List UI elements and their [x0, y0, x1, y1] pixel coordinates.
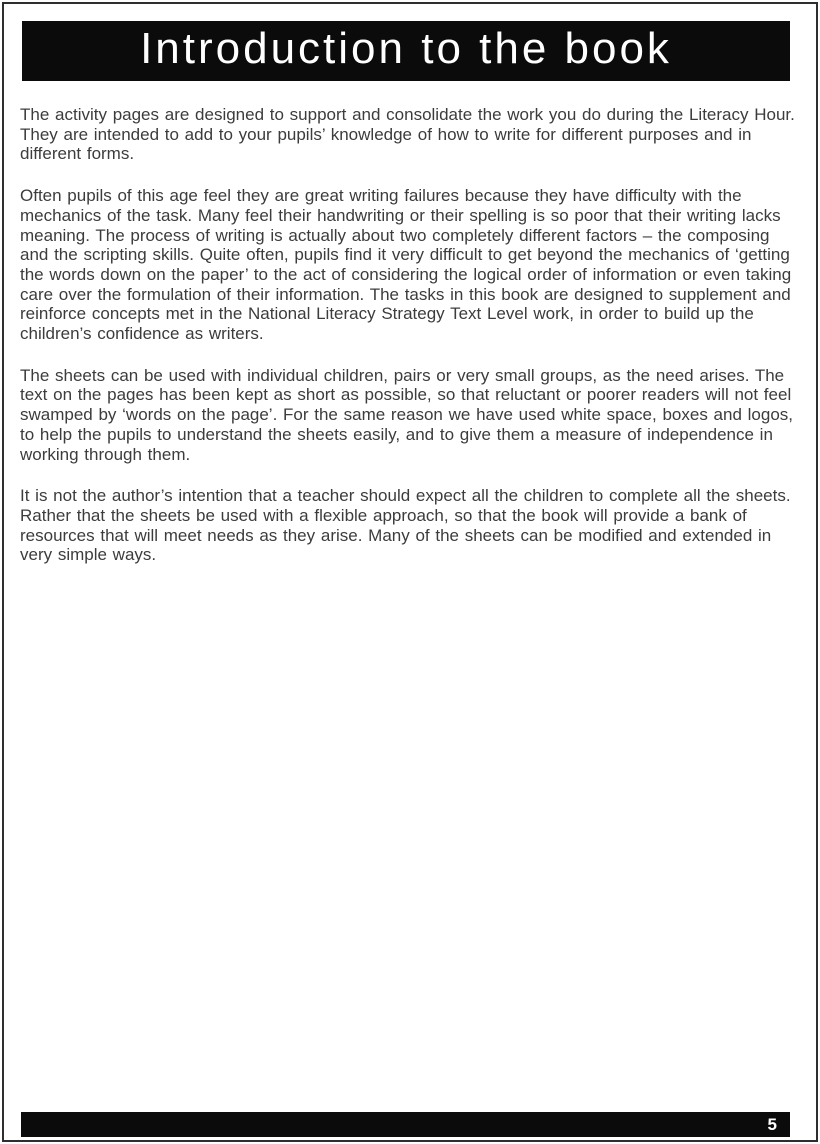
page-border-frame	[2, 2, 818, 1142]
title-banner	[22, 21, 790, 81]
body-text	[20, 105, 796, 587]
page-number: 5	[767, 1115, 777, 1134]
paragraph-1: The activity pages are designed to support and consolidate the work you do during the Literacy Hour. They are intended to add to your pupils’ knowledge of how to write for different purposes and in different forms.	[20, 105, 795, 164]
paragraph-3: The sheets can be used with individual children, pairs or very small groups, as the need arises. The text on the pages has been kept as short as possible, so that reluctant or poorer readers will not feel swamped by ‘words on the page’. For the same reason we have used white space, boxes and logos, to help the pupils to understand the sheets easily, and to give them a measure of independence in working through them.	[20, 365, 793, 464]
paragraph-4: It is not the author’s intention that a teacher should expect all the children to complete all the sheets. Rather that the sheets be used with a flexible approach, so that the book will provide a bank of resources that will meet needs as they arise. Many of the sheets can be modified and extended in very simple ways.	[20, 486, 791, 565]
page-title: Introduction to the book	[140, 24, 672, 73]
footer-bar	[21, 1112, 790, 1137]
paragraph-2: Often pupils of this age feel they are great writing failures because they have difficulty with the mechanics of the task. Many feel their handwriting or their spelling is so poor that their writing lacks meaning. The process of writing is actually about two completely different factors – the composing and the scripting skills. Quite often, pupils find it very difficult to get beyond the mechanics of ‘getting the words down on the paper’ to the act of considering the logical order of information or even taking care over the formulation of their information. The tasks in this book are designed to supplement and reinforce concepts met in the National Literacy Strategy Text Level work, in order to build up the children’s confidence as writers.	[20, 186, 792, 344]
